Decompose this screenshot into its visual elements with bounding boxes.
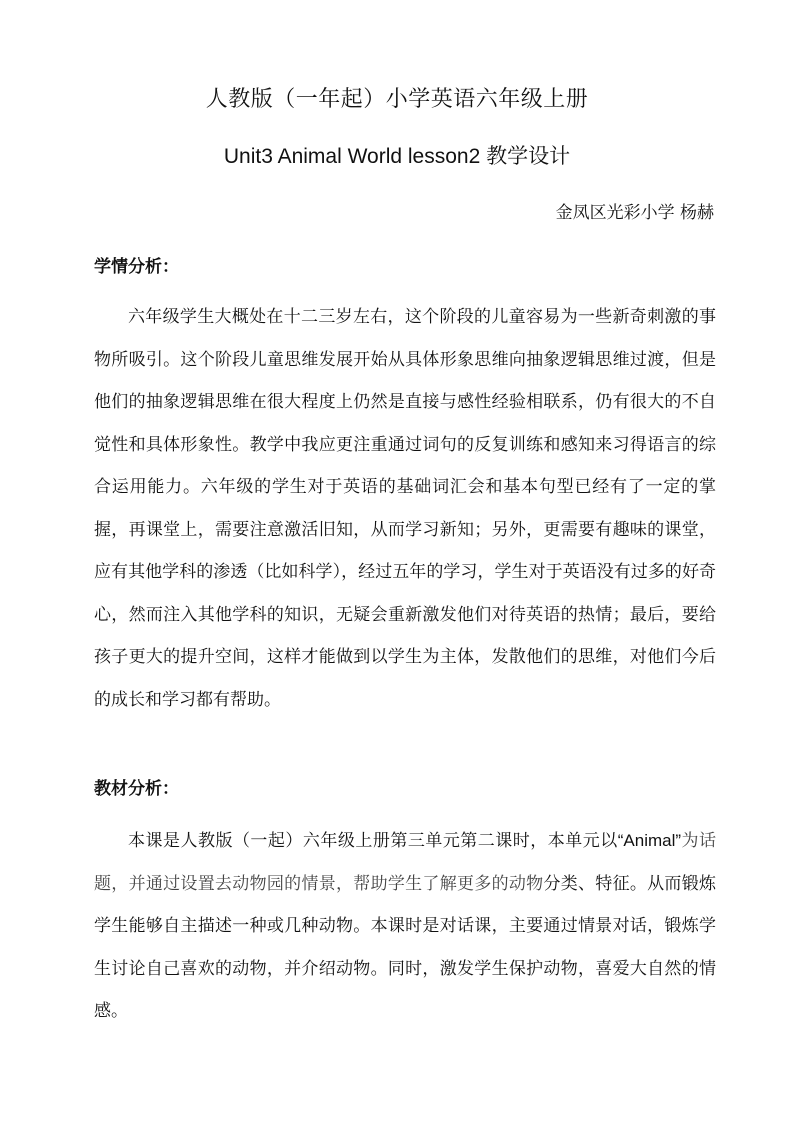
learner-analysis-paragraph: 六年级学生大概处在十二三岁左右，这个阶段的儿童容易为一些新奇刺激的事物所吸引。这个阶段儿童思维发展开始从具体形象思维向抽象逻辑思维过渡，但是他们的抽象逻辑思维在很大程度上仍然是直接与感性经验相联系，仍有很大的不自觉性和具体形象性。教学中我应更注重通过词句的反复训练和感知来习得语言的综合运用能力。六年级的学生对于英语的基础词汇会和基本句型已经有了一定的掌握，再课堂上，需要注意激活旧知，从而学习新知；另外，更需要有趣味的课堂，应有其他学科的渗透（比如科学），经过五年的学习，学生对于英语没有过多的好奇心，然而注入其他学科的知识，无疑会重新激发他们对待英语的热情；最后，要给孩子更大的提升空间，这样才能做到以学生为主体，发散他们的思维，对他们今后的成长和学习都有帮助。 [94,307,716,710]
author-line: 金凤区光彩小学 杨赫 [555,203,714,223]
animal-topic-quote: “Animal” [617,831,682,850]
textbook-analysis-paragraph [94,820,716,1033]
section-heading-learner-analysis: 学情分析： [94,257,179,277]
section-heading-textbook-analysis: 教材分析： [94,779,179,799]
document-subtitle: Unit3 Animal World lesson2 教学设计 [223,145,571,168]
document-title: 人教版（一年起）小学英语六年级上册 [205,87,589,112]
textbook-analysis-text-part3: 分类、特征。从而锻炼学生能够自主描述一种或几种动物。本课时是对话课，主要通过情景对话，锻炼学生讨论自己喜欢的动物，并介绍动物。同时，激发学生保护动物，喜爱大自然的情感。 [94,873,717,1021]
textbook-analysis-text-part2: 为话题，并通过设置去动物园的情景，帮助学生了解更多的动物 [94,831,717,894]
textbook-analysis-text-part1: 本课是人教版（一起）六年级上册第三单元第二课时，本单元以 [128,831,618,851]
